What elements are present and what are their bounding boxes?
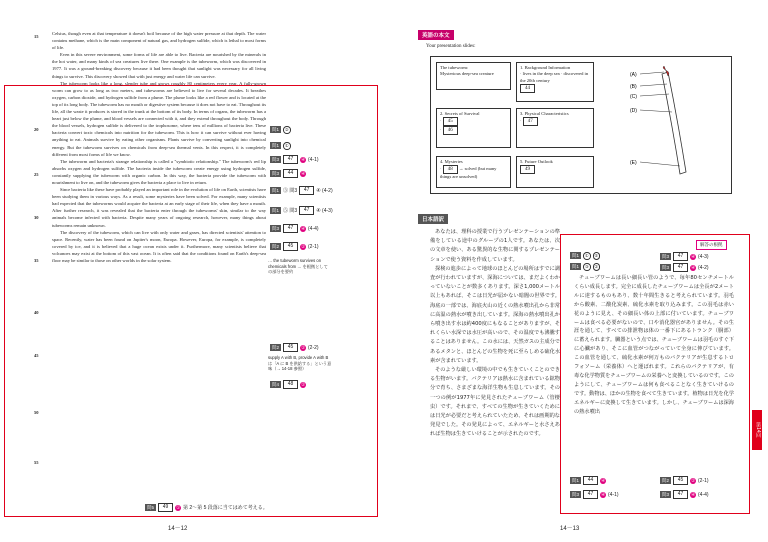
answer-annotation: [570, 476, 606, 485]
answer-box: ③ 問3: [283, 188, 298, 194]
answer-mark: ②: [301, 344, 305, 350]
answer-box: 49: [158, 503, 173, 512]
diagram-label: (D): [630, 108, 637, 114]
slide-heading: 1. Background Information: [520, 65, 571, 70]
answer-annotation: [660, 252, 709, 261]
footer-note: 第 2～第 5 段落に当てはめて考える。: [183, 505, 268, 511]
answer-annotation: [660, 490, 709, 499]
answer-annotation: [270, 343, 319, 352]
line-number: 35: [34, 258, 39, 263]
answer-mark: ④: [691, 264, 695, 270]
slide-heading: 2. Secrets of Survival: [440, 111, 480, 116]
paragraph: 探検の進歩によって地球のほとんどの場所はすでに調査が行われていますが、深海については、まだよくわかっていないことが数多くあります。深さ1,000メートル以上もあれば、そこは日光が届かない暗闇の世界です。海底の一部では、海底火山の近くの熱水噴出孔から非常に高温の熱水が噴き出しています。深海の熱水噴出孔から噴き出す水は約400度にもなることがありますが、それくらい水深では水圧が高いので、その温度でも沸騰することはありません。この水には、天然ガスの主成分であるメタンと、ほとんどの生物を死に至らしめる硫化水素が含まれています。: [430, 265, 560, 364]
answer-box: 49: [520, 165, 535, 174]
question-tag: 問3: [662, 265, 670, 270]
answer-ref: (4-2): [698, 264, 709, 271]
answer-box: 47: [583, 490, 598, 499]
answer-box: 46: [443, 126, 458, 135]
answer-box: 47: [283, 155, 298, 164]
question-tag: 問3: [272, 171, 280, 176]
question-tag: 問1: [272, 208, 280, 213]
answer-mark: ②: [301, 243, 305, 249]
tubeworm-diagram: [620, 62, 720, 188]
question-tag: 問3: [662, 492, 670, 497]
slide-mysteries: 4. Mysteries · 48 → solved (but many things are unsolved): [436, 156, 511, 188]
answer-mark: ④: [301, 170, 305, 176]
line-number: 15: [34, 34, 39, 39]
chapter-tab: 第14回: [752, 410, 762, 450]
answer-mark: ②: [594, 264, 599, 269]
answer-mark: ④: [601, 491, 605, 497]
line-number: 20: [34, 127, 39, 132]
answer-box: 45: [283, 242, 298, 251]
answer-mark: ④: [691, 491, 695, 497]
slide-body: · lives in the deep sea · discovered in the 20th century: [520, 71, 589, 83]
answer-ref: (2-1): [308, 243, 319, 250]
answer-key-label: 解答の根拠: [696, 240, 727, 250]
answer-annotation: [570, 490, 619, 499]
answer-annotation: [270, 224, 319, 233]
question-tag: 問2: [272, 345, 280, 350]
diagram-label: (E): [630, 160, 637, 166]
answer-box: 45: [673, 476, 688, 485]
answer-annotation: [660, 476, 709, 485]
question-tag: 問4: [272, 382, 280, 387]
question-tag: 問1: [272, 143, 280, 149]
japanese-translation-left: [430, 228, 560, 440]
slide-heading: 5. Future Outlook: [520, 159, 553, 164]
left-page: [0, 0, 380, 542]
answer-box: 44: [283, 169, 298, 178]
question-tag: 問1: [572, 478, 580, 483]
answer-ref: ④ (4-3): [316, 207, 333, 214]
japanese-translation-right: [574, 274, 734, 417]
english-passage: [52, 30, 266, 264]
answer-annotation: [270, 206, 333, 215]
answer-box: 47: [283, 224, 298, 233]
diagram-label: (A): [630, 72, 637, 78]
answer-mark: ⑤: [594, 253, 599, 258]
line-number: 40: [34, 310, 39, 315]
answer-mark: ①: [176, 504, 180, 510]
question-tag: 問3: [662, 254, 670, 259]
annotation-note: supply A with B, provide A with B は「A に B を供給する」という意味（→ 14-18 参照）: [268, 355, 332, 372]
answer-box: 47: [673, 490, 688, 499]
answer-mark: ③: [584, 264, 589, 269]
paragraph: The tubeworm looks like a long, slender tube and grows roughly 80 centimeters every year. A fully-grown worm can grow to as long as two meters, and tubeworms are believed to live for several decades. It breathes oxygen, carbon dioxide, and hydrogen sulfide from a plume. The plume looks like a red flower and is located at the top of its long body. The tubeworm has no mouth or digestive system because it does not have to eat. Throughout its life, all the waste it produces is stored in the trunk at the bottom of its body. In terms of organs, the tubeworm has a heart just below the plume, and blood vessels are connected with it, and they extend throughout the body. Through the blood vessels, hydrogen sulfide is delivered to the trophosome, where tens of millions of bacteria live. These bacteria convert toxic chemicals into nutrition for the tubeworm. This is how it can survive without ever having anything to eat. Animals survive by eating other organisms. Plants survive by converting sunlight into chemical energy. But the tubeworm survives on chemicals from deep-sea thermal vents. In this respect, it is completely different from most forms of life we know.: [52, 80, 266, 157]
answer-mark: ②: [691, 477, 695, 483]
answer-ref: (2-1): [698, 477, 709, 484]
question-tag: 問2: [272, 244, 280, 249]
diagram-label: (C): [630, 94, 637, 100]
slide-physical: 3. Physical Characteristics · 47: [516, 108, 594, 148]
slide-title: [436, 62, 511, 90]
answer-annotation: [270, 155, 319, 164]
answer-annotation: [270, 126, 291, 134]
line-number: 45: [34, 353, 39, 358]
answer-box: 47: [673, 263, 688, 272]
answer-annotation: [270, 142, 291, 150]
answer-box: 48: [443, 165, 458, 174]
answer-box: 47: [523, 117, 538, 126]
answer-mark: ④: [601, 477, 605, 483]
line-number: 25: [34, 172, 39, 177]
answer-box: ⑤ 問3: [283, 208, 298, 214]
answer-box: 44: [520, 84, 535, 93]
question-tag: 問3: [272, 157, 280, 162]
answer-annotation: [660, 263, 709, 272]
answer-mark: ②: [284, 127, 289, 132]
answer-mark: ②: [301, 381, 305, 387]
answer-box: 47: [299, 186, 314, 195]
question-tag: 問1: [572, 264, 580, 270]
answer-box: 47: [673, 252, 688, 261]
page-number: 14－12: [168, 526, 188, 532]
slide-survival: 2. Secrets of Survival · 45 · 46: [436, 108, 511, 148]
line-number: 55: [34, 460, 39, 465]
question-tag: 問1: [572, 253, 580, 259]
right-page: [390, 0, 768, 542]
section-header-japanese: 日本語訳: [418, 214, 448, 224]
answer-ref: (4-3): [698, 253, 709, 260]
answer-ref: (4-1): [608, 491, 619, 498]
paragraph: Celsius, though even at that temperature it doesn't boil because of the high water pressure at that depth. The water contains methane, which is the main component of natural gas, and hydrogen sulfide, which is lethal to most forms of life.: [52, 31, 266, 51]
paragraph: そのような厳しい環境の中でも生きていくことのできる生物がいます。バクテリアは熱水に含まれている鉱物分で育ち、さまざまな海洋生物も生息しています。その一つの例が1977年に発見されたチューブワーム（管棲虫）です。それまで、すべての生物が生きていくためには日光が必要だと考えられていたため、それは画期的な発見でした。その発見によって、エネルギーと水さえあれば生物は生きていけることが示されたのです。: [430, 367, 560, 438]
section-header-english: 英語の本文: [418, 30, 454, 40]
slide-background: [516, 62, 594, 102]
answer-mark: ④: [691, 253, 695, 259]
paragraph: The tubeworm and bacteria's strange relationship is called a "symbiotic relationship." The tubeworm's red lip absorbs oxygen and hydrogen sulfide. The bacteria inside the tubeworm create energy using hydrogen sulfide, constantly supplying the tubeworm with organic carbon. In this way, the bacteria provide the tubeworm with nourishment to live on, and the tubeworm gives the bacteria a place to live in return.: [52, 158, 266, 185]
slide-heading: 3. Physical Characteristics: [520, 111, 569, 116]
diagram-label: (B): [630, 84, 637, 90]
question-tag: 問3: [572, 492, 580, 497]
answer-mark: ④: [301, 156, 305, 162]
slide-heading: 4. Mysteries: [440, 159, 463, 164]
footer-annotation: [145, 503, 268, 512]
answer-box: 48: [283, 380, 298, 389]
answer-annotation: [270, 242, 319, 251]
question-tag: 問1: [272, 188, 280, 193]
answer-annotation: [270, 186, 333, 195]
question-tag: 問3: [272, 226, 280, 231]
annotation-note: … the tubeworm survives on chemicals from … を根拠として の部分を要約: [268, 258, 328, 275]
answer-annotation: [570, 263, 600, 271]
answer-ref: (2-2): [308, 344, 319, 351]
answer-mark: ①: [284, 143, 289, 148]
paragraph: Even in this severe environment, some forms of life are able to live. Bacteria are nourished by the minerals in the hot water, and many kinds of sea creatures live there. One example is the tubeworm, which was discovered in 1977. It was a ground-breaking discovery because it had been thought that sunlight was necessary for all living things to survive. This discovery showed that with just energy and water life can survive.: [52, 52, 266, 79]
paragraph: チューブワームは長い細長い管のようで、毎年80センチメートルくらい成長します。完全に成長したチューブワームは全長が2メートルに達するものもあり、数十年間生きると考えられています。羽毛から酸素、二酸化炭素、硫化水素を取り込みます。この羽毛は赤い花のように見え、その細長い体の上部に付いています。チューブワームは食べる必要がないので、口や消化器官がありません。その生涯を通して、すべての排泄物は体の一番下にあるトランク（胴部）に蓄えられます。臓器という点では、チューブワームは羽毛のすぐ下に心臓があり、そこに血管がつながっていて全身に伸びています。この血管を通して、硫化水素が何万ものバクテリアが生息するトロフォソーム（栄養体）へと運ばれます。これらのバクテリアが、有毒な化学物質をチューブワームの栄養へと変換しているのです。このようにして、チューブワームは何も食べることなく生きていけるのです。動物は、ほかの生物を食べて生きています。植物は日光を化学エネルギーに変換して生きています。しかし、チューブワームは深海の熱水噴出: [574, 275, 734, 415]
answer-annotation: [270, 380, 306, 389]
answer-box: 45: [283, 343, 298, 352]
answer-ref: ④ (4-2): [316, 187, 333, 194]
answer-box: 44: [583, 476, 598, 485]
answer-ref: (4-4): [308, 225, 319, 232]
slide-future: [516, 156, 594, 188]
question-tag: 問2: [662, 478, 670, 483]
slide-body: → solved (but many things are unsolved): [440, 166, 497, 180]
line-number: 30: [34, 215, 39, 220]
answer-ref: (4-4): [698, 491, 709, 498]
slide-heading: The tubeworm:: [440, 65, 469, 70]
answer-ref: (4-1): [308, 156, 319, 163]
slide-body: Mysterious deep-sea creature: [440, 71, 494, 77]
answer-mark: ④: [301, 225, 305, 231]
answer-annotation: [570, 252, 600, 260]
paragraph: Since bacteria like these have probably played an important role in the evolution of life on Earth, scientists have been studying them in various ways. As a result, some mysteries have been solved. For example, many scientists had expected that the tubeworms would acquire the bacteria at an early stage of their life, when they have a mouth. After further research, it was revealed that the bacteria enter through the tubeworms' skin, similar to the way animals become infected with bacteria. Despite many years of ongoing research, however, many things about tubeworms remain unknown.: [52, 187, 267, 228]
answer-annotation: [270, 169, 306, 178]
tubeworm-body: [662, 72, 686, 174]
answer-mark: ①: [584, 253, 589, 258]
question-tag: 問1: [272, 127, 280, 133]
answer-box: 45: [443, 117, 458, 126]
paragraph: The discovery of the tubeworm, which can live with only water and gases, has directed scientists' attention to space. Recently, water has been found on Jupiter's moon, Europa. However, Europa, for example, is completely covered by ice, and it is believed that a huge ocean exists under it. Furthermore, many scientists believe that volcanoes may exist at the bottom of this vast ocean. It is often said that the conditions found on Earth's deep-sea floor may be similar to those on other worlds in the solar system.: [52, 229, 266, 263]
question-tag: 問5: [147, 505, 155, 510]
answer-box: 47: [299, 206, 314, 215]
paragraph: あなたは、理科の授業で行うプレゼンテーションの準備をしている途中のグループの1人です。あなたは、次の文章を使い、ある驚異的な生物に関するプレゼンテーションで使う資料を作成しています。: [430, 229, 560, 263]
line-number: 50: [34, 410, 39, 415]
slide-intro: Your presentation slides:: [426, 44, 476, 49]
page-number: 14－13: [560, 526, 580, 532]
